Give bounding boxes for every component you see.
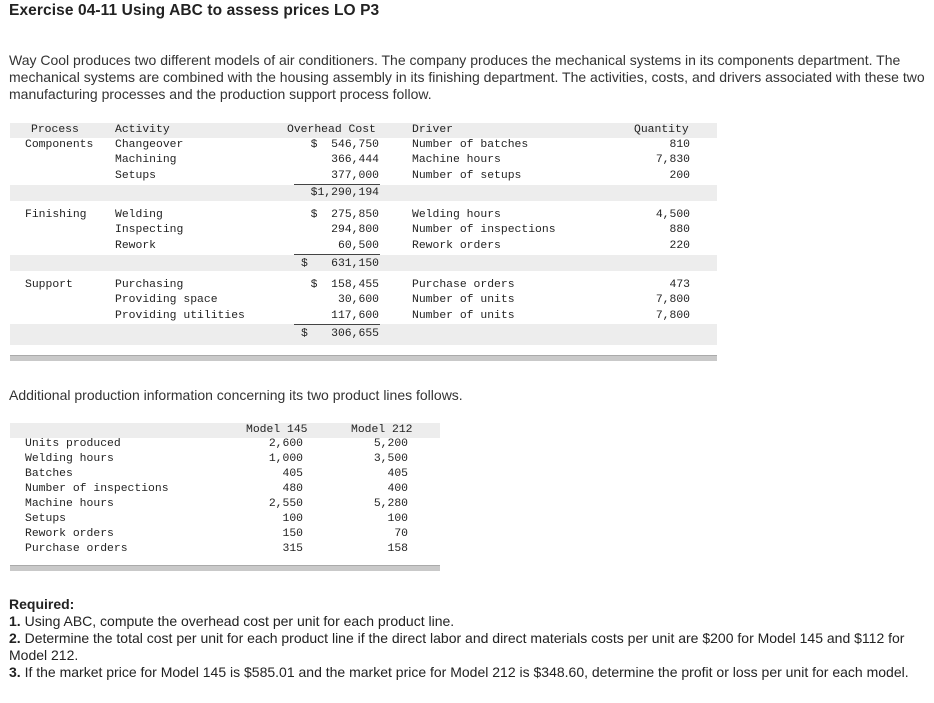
driver-quantity: 4,500 bbox=[655, 209, 690, 221]
driver-quantity: 810 bbox=[669, 139, 690, 151]
driver-quantity: 7,830 bbox=[655, 154, 690, 166]
model-212-value: 405 bbox=[387, 468, 408, 480]
overhead-cost: $ 275,850 bbox=[310, 209, 379, 221]
driver-quantity: 7,800 bbox=[655, 310, 690, 322]
overhead-cost: $ 546,750 bbox=[310, 139, 379, 151]
header-process: Process bbox=[31, 124, 79, 136]
driver-name: Number of units bbox=[412, 310, 515, 322]
model-145-value: 315 bbox=[282, 543, 303, 555]
overhead-cost: 294,800 bbox=[331, 224, 379, 236]
activity-name: Changeover bbox=[115, 139, 184, 151]
activity-cost-table bbox=[10, 123, 717, 355]
model-212-value: 100 bbox=[387, 513, 408, 525]
row-label: Machine hours bbox=[25, 498, 114, 510]
item-number: 2. bbox=[9, 630, 21, 646]
support-total: 306,655 bbox=[331, 328, 379, 340]
header-model-145: Model 145 bbox=[246, 424, 308, 436]
model-145-value: 2,600 bbox=[268, 438, 303, 450]
overhead-cost: 60,500 bbox=[337, 240, 379, 252]
row-label: Setups bbox=[25, 513, 67, 525]
model-145-value: 150 bbox=[282, 528, 303, 540]
item-text: Determine the total cost per unit for each product line if the direct labor and direct materials costs per unit are $200 for Model 145 and $112 for Model 212. bbox=[9, 630, 905, 663]
overhead-cost: 30,600 bbox=[337, 294, 379, 306]
activity-name: Providing utilities bbox=[115, 310, 245, 322]
additional-info-paragraph: Additional production information concerning its two product lines follows. bbox=[9, 387, 463, 403]
driver-name: Number of batches bbox=[412, 139, 529, 151]
model-145-value: 1,000 bbox=[268, 453, 303, 465]
driver-quantity: 880 bbox=[669, 224, 690, 236]
driver-quantity: 7,800 bbox=[655, 294, 690, 306]
activity-name: Inspecting bbox=[115, 224, 184, 236]
header-model-212: Model 212 bbox=[351, 424, 413, 436]
header-overhead-cost: Overhead Cost bbox=[287, 124, 376, 136]
driver-name: Number of units bbox=[412, 294, 515, 306]
row-label: Batches bbox=[25, 468, 73, 480]
model-145-value: 2,550 bbox=[268, 498, 303, 510]
activity-name: Rework bbox=[115, 240, 157, 252]
process-label: Finishing bbox=[25, 209, 87, 221]
header-activity: Activity bbox=[115, 124, 170, 136]
required-item-1 bbox=[9, 613, 933, 630]
components-total: $1,290,194 bbox=[310, 187, 379, 199]
driver-quantity: 220 bbox=[669, 240, 690, 252]
table-bottom-rule bbox=[10, 355, 717, 361]
row-label: Rework orders bbox=[25, 528, 114, 540]
activity-name: Providing space bbox=[115, 294, 218, 306]
activity-name: Setups bbox=[115, 170, 157, 182]
overhead-cost: $ 158,455 bbox=[310, 279, 379, 291]
row-label: Purchase orders bbox=[25, 543, 128, 555]
production-info-table bbox=[10, 423, 440, 570]
process-label: Components bbox=[25, 139, 94, 151]
item-text: If the market price for Model 145 is $585.01 and the market price for Model 212 is $348.60, determine the profit or loss per unit for each model. bbox=[24, 664, 909, 680]
activity-name: Machining bbox=[115, 154, 177, 166]
activity-name: Purchasing bbox=[115, 279, 184, 291]
driver-name: Machine hours bbox=[412, 154, 501, 166]
model-212-value: 400 bbox=[387, 483, 408, 495]
required-section bbox=[9, 596, 933, 681]
overhead-cost: 377,000 bbox=[331, 170, 379, 182]
activity-name: Welding bbox=[115, 209, 163, 221]
row-label: Number of inspections bbox=[25, 483, 169, 495]
item-number: 3. bbox=[9, 664, 21, 680]
overhead-cost: 366,444 bbox=[331, 154, 379, 166]
model-212-value: 3,500 bbox=[373, 453, 408, 465]
subtotal-rule bbox=[294, 184, 380, 185]
header-quantity: Quantity bbox=[634, 124, 689, 136]
item-text: Using ABC, compute the overhead cost per unit for each product line. bbox=[24, 613, 455, 629]
finishing-total: 631,150 bbox=[331, 258, 379, 270]
subtotal-rule bbox=[294, 324, 380, 325]
model-145-value: 405 bbox=[282, 468, 303, 480]
process-label: Support bbox=[25, 279, 73, 291]
driver-quantity: 200 bbox=[669, 170, 690, 182]
row-label: Units produced bbox=[25, 438, 121, 450]
row-label: Welding hours bbox=[25, 453, 114, 465]
model-212-value: 5,280 bbox=[373, 498, 408, 510]
header-driver: Driver bbox=[412, 124, 454, 136]
item-number: 1. bbox=[9, 613, 21, 629]
model-212-value: 158 bbox=[387, 543, 408, 555]
overhead-cost: 117,600 bbox=[331, 310, 379, 322]
intro-paragraph: Way Cool produces two different models of air conditioners. The company produces the mechanical systems in its components department. The mechanical systems are combined with the housing assembly in its finishing department. The activities, costs, and drivers associated with these two manufacturing processes and the production support process follow. bbox=[9, 52, 925, 102]
driver-name: Number of inspections bbox=[412, 224, 556, 236]
model-212-value: 5,200 bbox=[373, 438, 408, 450]
exercise-title: Exercise 04-11 Using ABC to assess prices LO P3 bbox=[9, 2, 380, 19]
required-item-3 bbox=[9, 664, 933, 681]
support-total-sign: $ bbox=[301, 328, 308, 340]
finishing-total-sign: $ bbox=[301, 258, 308, 270]
model-145-value: 100 bbox=[282, 513, 303, 525]
table-bottom-rule bbox=[10, 565, 440, 571]
driver-name: Purchase orders bbox=[412, 279, 515, 291]
driver-quantity: 473 bbox=[669, 279, 690, 291]
subtotal-rule bbox=[294, 254, 380, 255]
required-item-2 bbox=[9, 630, 933, 664]
required-heading: Required: bbox=[9, 596, 75, 612]
driver-name: Number of setups bbox=[412, 170, 522, 182]
driver-name: Rework orders bbox=[412, 240, 501, 252]
driver-name: Welding hours bbox=[412, 209, 501, 221]
model-145-value: 480 bbox=[282, 483, 303, 495]
model-212-value: 70 bbox=[394, 528, 408, 540]
